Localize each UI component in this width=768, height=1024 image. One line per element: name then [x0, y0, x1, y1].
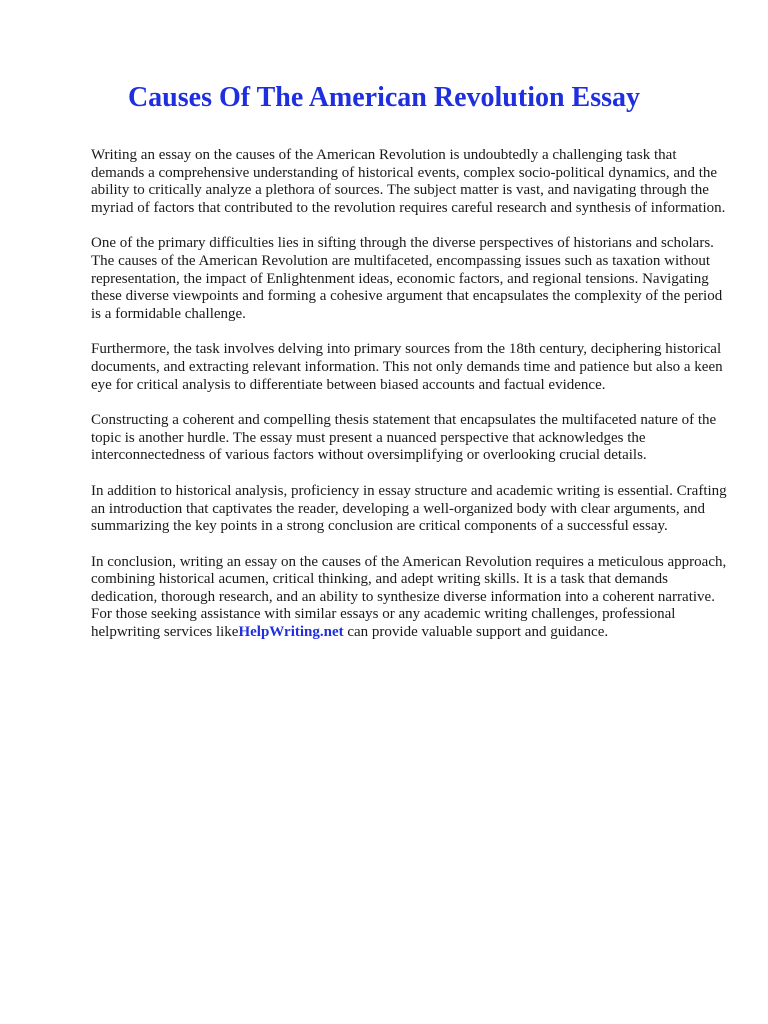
page-title: Causes Of The American Revolution Essay	[127, 82, 641, 113]
helpwriting-link[interactable]: HelpWriting.net	[238, 624, 344, 641]
paragraph-structure: In addition to historical analysis, proficiency in essay structure and academic writing is essential. Crafting an introduction that captivates the reader, developing a well-organized body with clear arguments, and summarizing the key points in a strong conclusion are critical components of a successful essay.	[91, 482, 727, 535]
conclusion-text: In conclusion, writing an essay on the causes of the American Revolution requires a meticulous approach, combining historical acumen, critical thinking, and adept writing skills. It is a task that demands dedication, thorough research, and an ability to synthesize diverse information into a coherent narrative. For those seeking assistance with similar essays or any academic writing challenges, professional helpwriting services like	[91, 553, 727, 641]
paragraph-intro: Writing an essay on the causes of the American Revolution is undoubtedly a challenging task that demands a comprehensive understanding of historical events, complex socio-political dynamics, and the ability to critically analyze a plethora of sources. The subject matter is vast, and navigating through the myriad of factors that contributed to the revolution requires careful research and synthesis of information.	[91, 147, 726, 216]
essay-body	[91, 147, 731, 660]
conclusion-tail: can provide valuable support and guidance.	[343, 624, 609, 641]
paragraph-conclusion	[91, 554, 731, 642]
paragraph-thesis: Constructing a coherent and compelling thesis statement that encapsulates the multifaceted nature of the topic is another hurdle. The essay must present a nuanced perspective that acknowledges the interconnectedness of various factors without oversimplifying or overlooking crucial details.	[91, 412, 717, 464]
paragraph-primary-sources: Furthermore, the task involves delving into primary sources from the 18th century, deciphering historical documents, and extracting relevant information. This not only demands time and patience but also a keen eye for critical analysis to differentiate between biased accounts and factual evidence.	[91, 341, 723, 393]
paragraph-perspectives: One of the primary difficulties lies in sifting through the diverse perspectives of historians and scholars. The causes of the American Revolution are multifaceted, encompassing issues such as taxation without representation, the impact of Enlightenment ideas, economic factors, and regional tensions. Navigating these diverse viewpoints and forming a cohesive argument that encapsulates the complexity of the period is a formidable challenge.	[91, 235, 723, 322]
